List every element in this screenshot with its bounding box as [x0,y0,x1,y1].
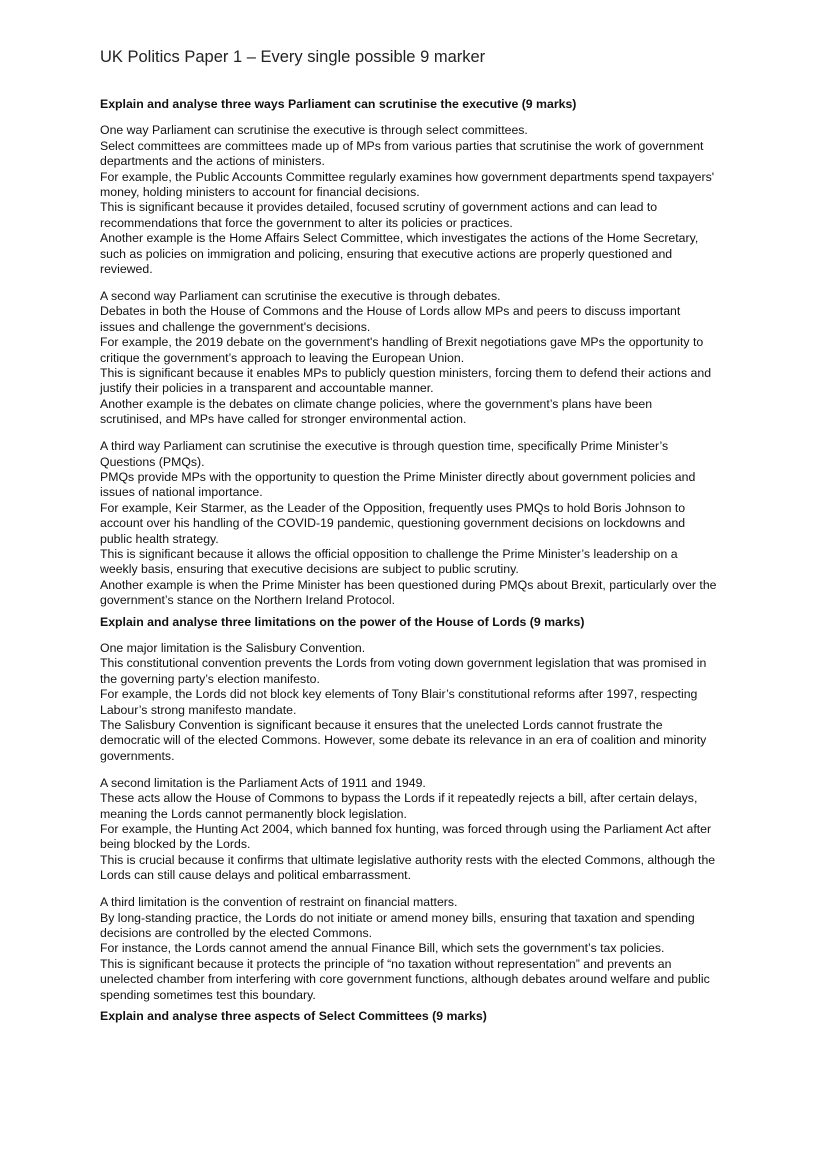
paragraph-line: weekly basis, ensuring that executive decisions are subject to public scrutiny. [100,562,519,577]
paragraph-line: public health strategy. [100,531,219,546]
paragraph-line: Questions (PMQs). [100,454,205,469]
document-page [100,47,760,1035]
document-body [100,97,760,1024]
paragraph-line: This is significant because it enables MPs to publicly question ministers, forcing them to defend their actions and [100,366,712,380]
paragraph-line: A second way Parliament can scrutinise the executive is through debates. [100,288,501,303]
paragraph-line: democratic will of the elected Commons. However, some debate its relevance in an era of coalition and minority [100,733,707,748]
paragraph-line: For example, the 2019 debate on the government's handling of Brexit negotiations gave MPs the opportunity to [100,335,704,350]
paragraph-line: For example, the Public Accounts Committee regularly examines how government departments spend taxpayers' [100,169,715,184]
paragraph-line: This is significant because it provides detailed, focused scrutiny of government actions and can lead to [100,200,658,215]
paragraph-line: Lords can still cause delays and political embarrassment. [100,868,411,883]
question-section [100,1009,760,1024]
answer-paragraph [100,123,760,277]
paragraph-line: This is crucial because it confirms that ultimate legislative authority rests with the elected Commons, although the [100,852,716,867]
paragraph-line: being blocked by the Lords. [100,837,251,852]
paragraph-line: spending sometimes test this boundary. [100,987,316,1002]
paragraph-line: PMQs provide MPs with the opportunity to question the Prime Minister directly about government policies and [100,469,696,484]
paragraph-line: For example, the Lords did not block key elements of Tony Blair’s constitutional reforms after 1997, respecting [100,687,698,702]
paragraph-line: One major limitation is the Salisbury Convention. [100,641,366,655]
answer-paragraph [100,641,760,764]
paragraph-line: departments and the actions of ministers. [100,154,325,169]
question-heading: Explain and analyse three limitations on the power of the House of Lords (9 marks) [100,614,585,629]
paragraph-line: Select committees are committees made up of MPs from various parties that scrutinise the work of government [100,138,704,153]
paragraph-line: the governing party’s election manifesto. [100,671,320,686]
paragraph-line: reviewed. [100,262,153,277]
question-section [100,97,760,609]
paragraph-line: government’s stance on the Northern Ireland Protocol. [100,593,396,608]
paragraph-line: governments. [100,748,175,763]
paragraph-line: issues of national importance. [100,485,263,500]
answer-paragraph [100,289,760,428]
paragraph-line: A third way Parliament can scrutinise the executive is through question time, specifically Prime Minister’s [100,439,669,454]
paragraph-line: such as policies on immigration and policing, ensuring that executive actions are properly questioned and [100,246,673,261]
question-heading: Explain and analyse three aspects of Select Committees (9 marks) [100,1008,487,1023]
answer-paragraph [100,439,760,608]
paragraph-line: For example, the Hunting Act 2004, which banned fox hunting, was forced through using the Parliament Act after [100,821,712,836]
paragraph-line: issues and challenge the government's decisions. [100,319,371,334]
paragraph-line: meaning the Lords cannot permanently block legislation. [100,806,407,821]
paragraph-line: This constitutional convention prevents the Lords from voting down government legislation that was promised in [100,656,707,671]
paragraph-line: critique the government’s approach to leaving the European Union. [100,350,465,365]
paragraph-line: These acts allow the House of Commons to bypass the Lords if it repeatedly rejects a bill, after certain delays, [100,791,698,806]
paragraph-line: A second limitation is the Parliament Acts of 1911 and 1949. [100,775,426,790]
paragraph-line: scrutinised, and MPs have called for stronger environmental action. [100,412,467,427]
paragraph-line: A third limitation is the convention of restraint on financial matters. [100,895,458,910]
question-heading: Explain and analyse three ways Parliament can scrutinise the executive (9 marks) [100,97,577,111]
paragraph-line: Another example is the Home Affairs Select Committee, which investigates the actions of the Home Secretary, [100,231,699,246]
question-section [100,615,760,1003]
paragraph-line: One way Parliament can scrutinise the executive is through select committees. [100,123,528,138]
paragraph-line: unelected chamber from interfering with core government functions, although debates around welfare and public [100,972,710,987]
answer-paragraph [100,776,760,884]
document-title: UK Politics Paper 1 – Every single possible 9 marker [100,48,486,66]
paragraph-line: account over his handling of the COVID-19 pandemic, questioning government decisions on lockdowns and [100,516,686,531]
paragraph-line: decisions are controlled by the elected Commons. [100,925,373,940]
paragraph-line: This is significant because it allows the official opposition to challenge the Prime Minister’s leadership on a [100,546,678,561]
paragraph-line: For example, Keir Starmer, as the Leader of the Opposition, frequently uses PMQs to hold Boris Johnson to [100,500,686,515]
paragraph-line: For instance, the Lords cannot amend the annual Finance Bill, which sets the government’s tax policies. [100,941,665,956]
paragraph-line: By long-standing practice, the Lords do not initiate or amend money bills, ensuring that taxation and spending [100,910,695,925]
paragraph-line: justify their policies in a transparent and accountable manner. [100,381,434,396]
paragraph-line: The Salisbury Convention is significant because it ensures that the unelected Lords cannot frustrate the [100,718,663,733]
paragraph-line: Labour’s strong manifesto mandate. [100,702,297,717]
paragraph-line: This is significant because it protects the principle of “no taxation without representation” and prevents an [100,956,672,971]
paragraph-line: Another example is when the Prime Minister has been questioned during PMQs about Brexit, particularly over the [100,577,717,592]
answer-paragraph [100,895,760,1003]
paragraph-line: money, holding ministers to account for financial decisions. [100,185,420,200]
paragraph-line: Debates in both the House of Commons and the House of Lords allow MPs and peers to discuss important [100,304,681,319]
paragraph-line: Another example is the debates on climate change policies, where the government’s plans have been [100,396,653,411]
paragraph-line: recommendations that force the government to alter its policies or practices. [100,215,513,230]
